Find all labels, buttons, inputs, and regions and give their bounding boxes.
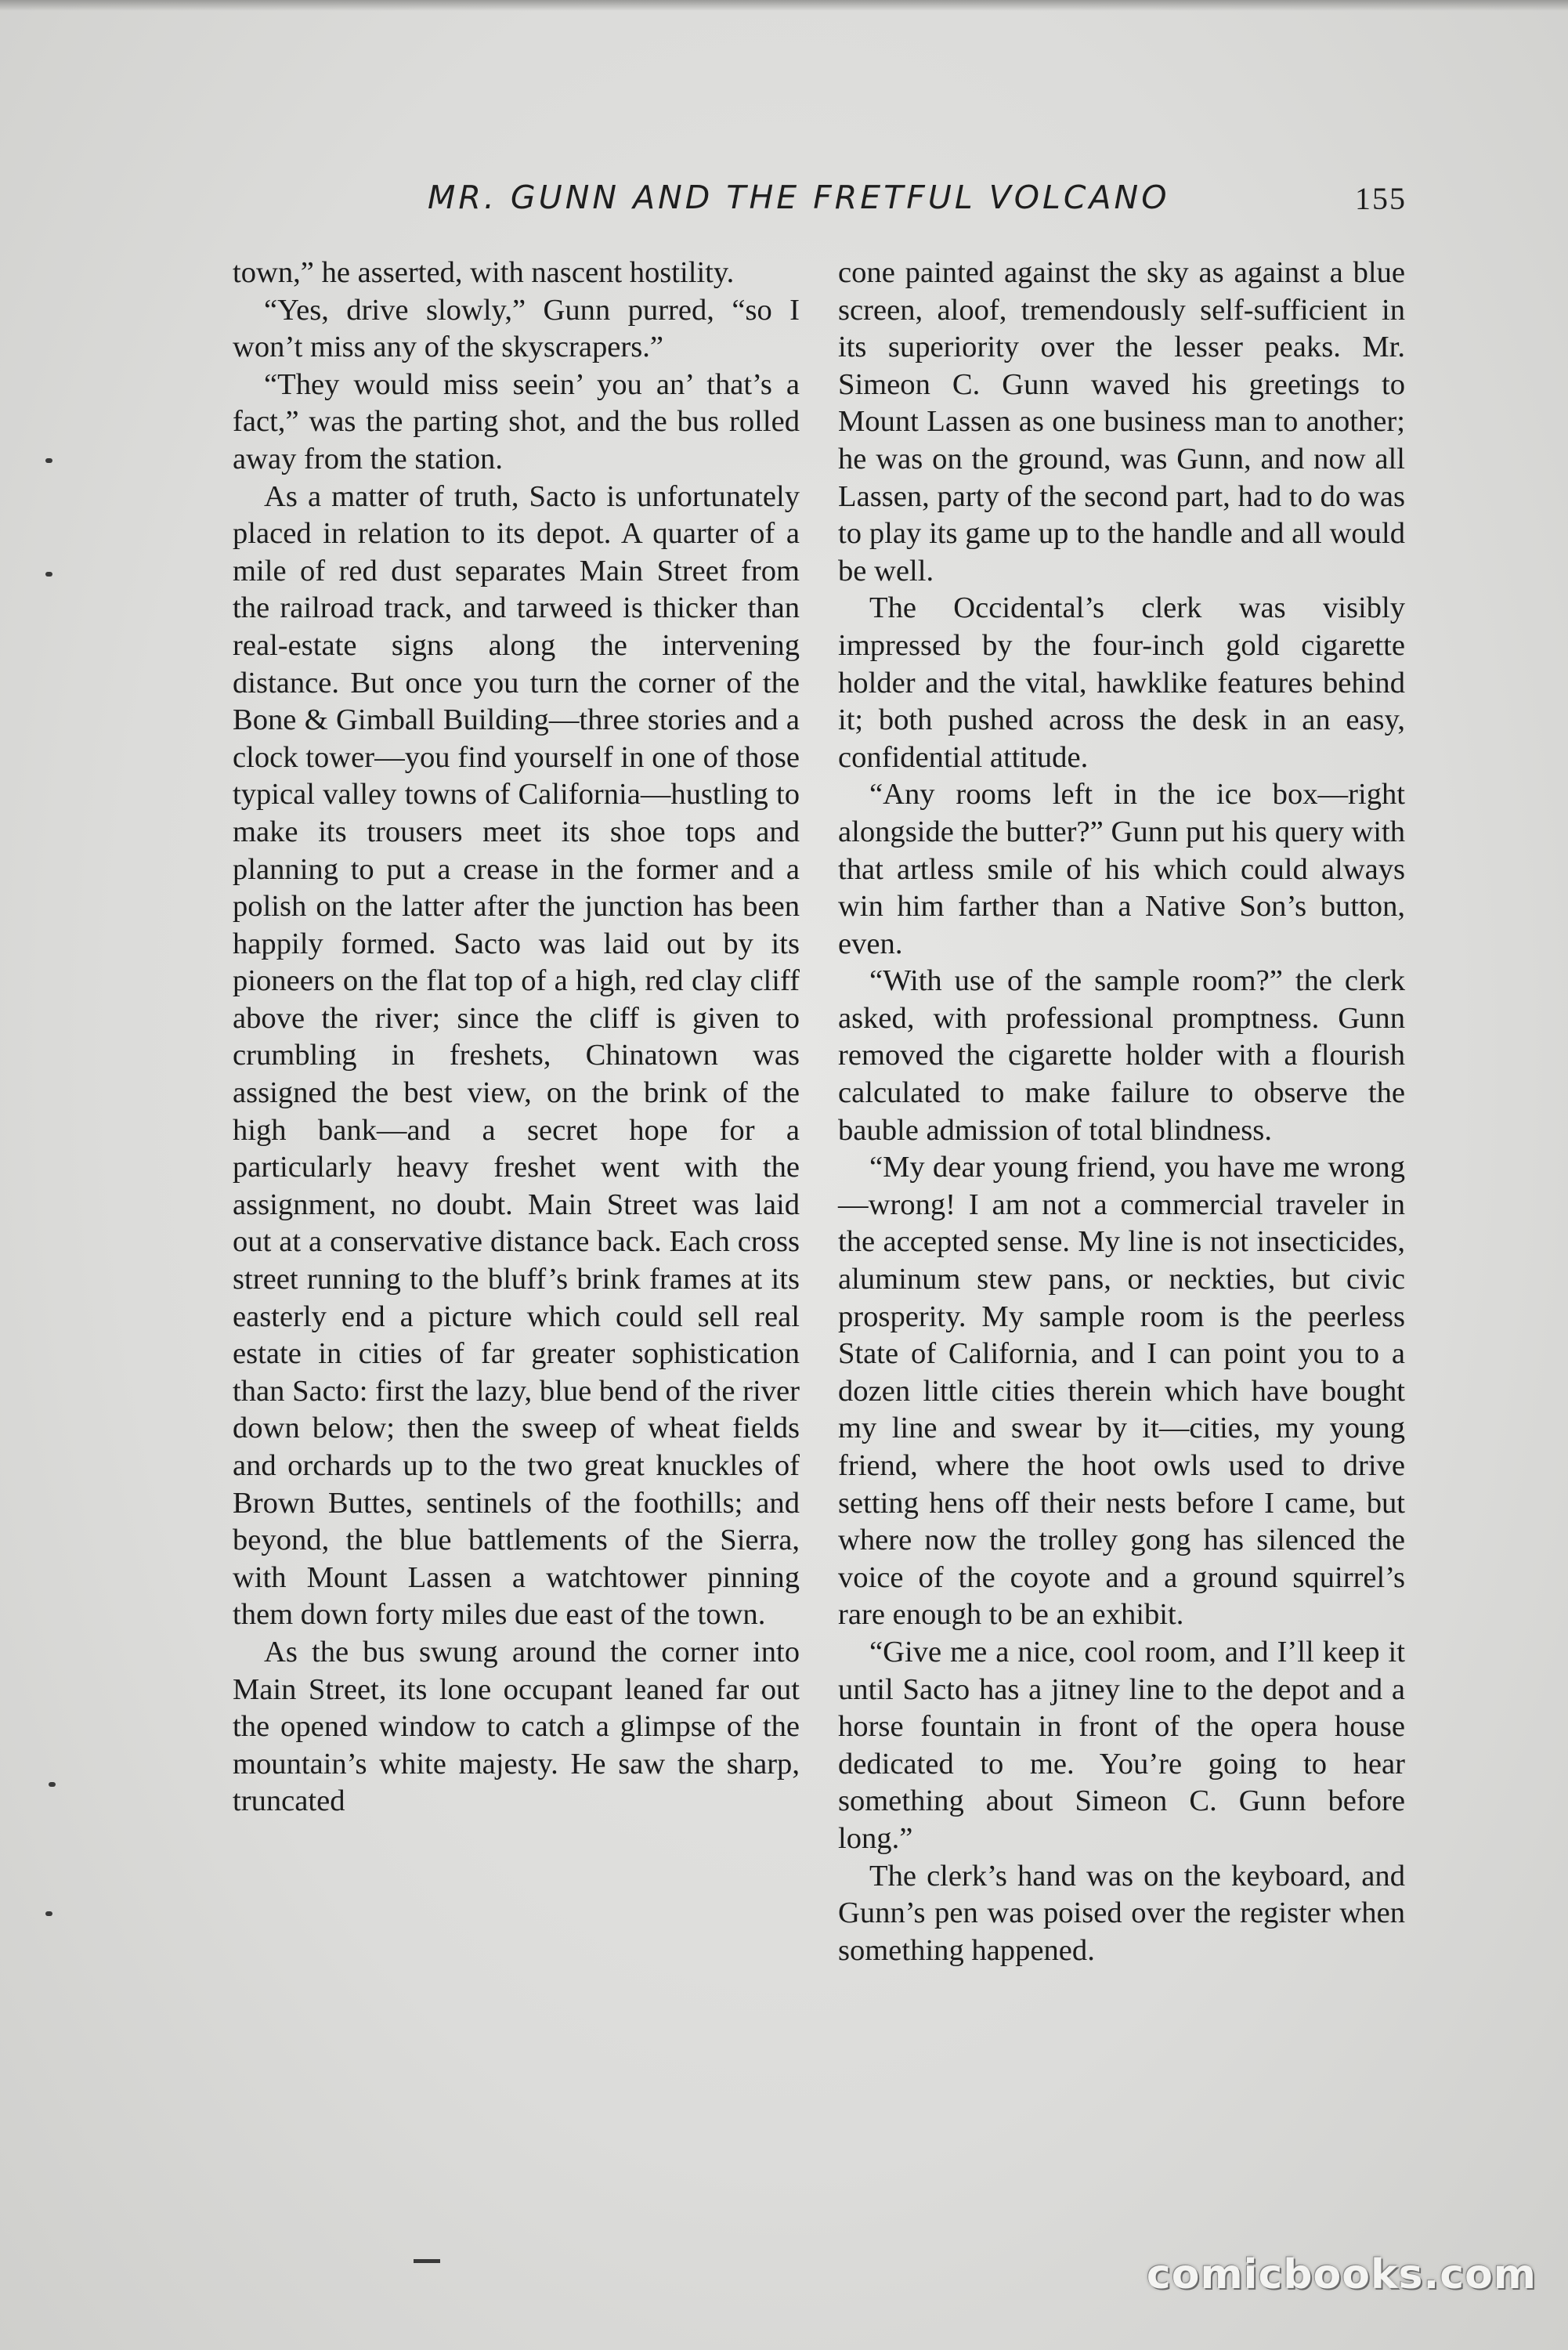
margin-speck [45,1911,52,1916]
left-text-column [233,255,800,1820]
paragraph: “My dear young friend, you have me wrong—wrong! I am not a commercial traveler in the accepted sense. My line is not insecticides, aluminum stew pans, or neckties, but civic prosperity. My sample room is the peerless State of California, and I can point you to a dozen little cities therein which have bought my line and swear by it—cities, my young friend, where the hoot owls used to drive setting hens off their nests before I came, but where now the trolley gong has silenced the voice of the coyote and a ground squirrel’s rare enough to be an exhibit. [838,1151,1405,1632]
margin-speck [45,458,52,463]
paragraph: town,” he asserted, with nascent hostility. [233,256,735,289]
paragraph: As a matter of truth, Sacto is unfortunately placed in relation to its depot. A quarter of a mile of red dust separates Main Street from the railroad track, and tarweed is thicker than real-estate signs along the intervening distance. But once you turn the corner of the Bone & Gimball Building—three stories and a clock tower—you find yourself in one of those typical valley towns of California—hustling to make its trousers meet its shoe tops and planning to put a crease in the former and a polish on the latter after the junction has been happily formed. Sacto was laid out by its pioneers on the flat top of a high, red clay cliff above the river; since the cliff is given to crumbling in freshets, Chinatown was assigned the best view, on the brink of the high bank—and a secret hope for a particularly heavy freshet went with the assignment, no doubt. Main Street was laid out at a conservative distance back. Each cross street running to the bluff’s brink frames at its easterly end a picture which could sell real estate in cities of far greater sophistication than Sacto: first the lazy, blue bend of the river down below; then the sweep of wheat fields and orchards up to the two great knuckles of Brown Buttes, sentinels of the foothills; and beyond, the blue battlements of the Sierra, with Mount Lassen a watchtower pinning them down forty miles due east of the town. [233,479,800,1632]
margin-speck [45,572,52,577]
paragraph: “With use of the sample room?” the clerk asked, with professional promptness. Gunn removed the cigarette holder with a flourish calculated to make failure to observe the bauble admission of total blindness. [838,964,1405,1147]
paragraph: The Occidental’s clerk was visibly impressed by the four-inch gold cigarette holder and the vital, hawklike features behind it; both pushed across the desk in an easy, confidential attitude. [838,591,1405,774]
paragraph: “Give me a nice, cool room, and I’ll keep it until Sacto has a jitney line to the depot and a horse fountain in front of the opera house dedicated to me. You’re going to hear something about Simeon C. Gunn before long.” [838,1635,1405,1855]
footer-dash [414,2259,440,2263]
page-header [232,179,1407,226]
site-watermark: comicbooks.com [1146,2251,1537,2298]
right-text-column [838,255,1405,1969]
running-title: MR. GUNN AND THE FRETFUL VOLCANO [428,179,1170,216]
paragraph: “Any rooms left in the ice box—right alongside the butter?” Gunn put his query with that artless smile of his which could always win him farther than a Native Son’s button, even. [838,778,1405,960]
paragraph: “They would miss seein’ you an’ that’s a fact,” was the parting shot, and the bus rolled away from the station. [233,367,800,475]
page-number: 155 [1355,181,1407,216]
paragraph: cone painted against the sky as against a blue screen, aloof, tremendously self-sufficient in its superiority over the lesser peaks. Mr. Simeon C. Gunn waved his greetings to Mount Lassen as one business man to another; he was on the ground, was Gunn, and now all Lassen, party of the second part, had to do was to play its game up to the handle and all would be well. [838,256,1405,588]
paragraph: The clerk’s hand was on the keyboard, and Gunn’s pen was poised over the register when something happened. [838,1859,1405,1967]
page-top-edge [0,0,1568,11]
paragraph: “Yes, drive slowly,” Gunn purred, “so I won’t miss any of the skyscrapers.” [233,293,800,364]
paragraph: As the bus swung around the corner into Main Street, its lone occupant leaned far out the opened window to catch a glimpse of the mountain’s white majesty. He saw the sharp, truncated [233,1635,800,1818]
margin-speck [49,1782,56,1787]
